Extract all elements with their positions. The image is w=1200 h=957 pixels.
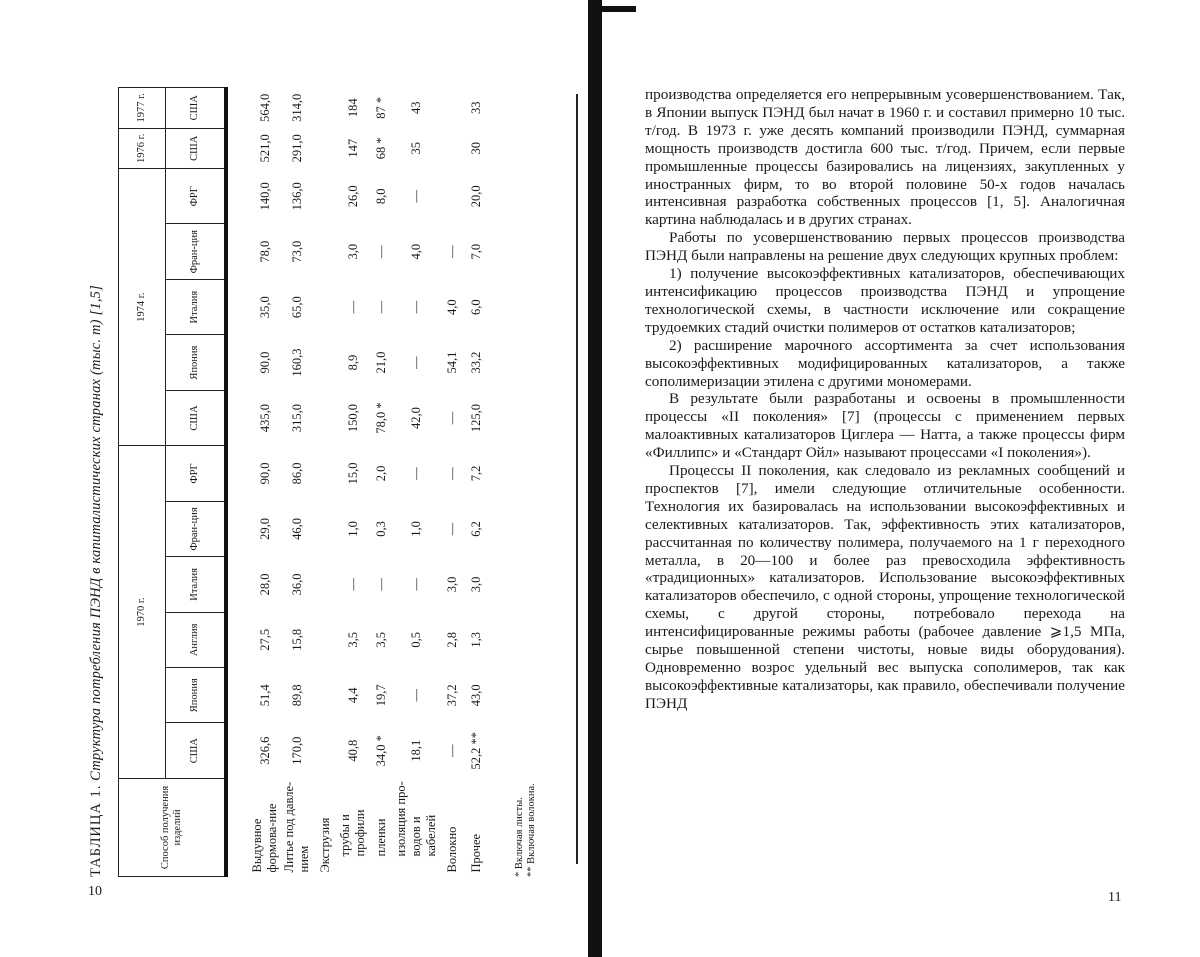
table-cell: 2,0: [373, 465, 388, 482]
table-cell: 37,2: [444, 684, 459, 707]
table-cell: 54,1: [444, 351, 459, 374]
table-cell: [313, 335, 337, 390]
table-cell: 19,7: [373, 684, 388, 707]
row-label: Прочее: [468, 833, 483, 873]
table-cell: —: [409, 190, 423, 203]
table-cell: 7,2: [468, 465, 483, 482]
table-cell: 564,0: [226, 88, 281, 129]
table-cell: 435,0: [226, 390, 281, 445]
page-number-right: 11: [1108, 890, 1122, 905]
table-cell: 89,8: [289, 684, 304, 707]
header-country: Италия: [166, 279, 227, 334]
row-label: Литье под давле-нием: [282, 781, 311, 873]
table-cell: 4,0: [444, 299, 459, 315]
table-cell: 125,0: [468, 403, 483, 433]
table-cell: 51,4: [226, 668, 281, 723]
table-row: [440, 88, 464, 877]
table-cell: 78,0 *: [373, 402, 388, 434]
table-cell: —: [409, 467, 423, 480]
table-cell: 3,0: [345, 243, 360, 260]
table-cell: [313, 224, 337, 279]
row-label: пленки: [373, 818, 388, 857]
table-cell: 150,0: [345, 403, 360, 433]
table-cell: —: [409, 689, 423, 702]
table-cell: 315,0: [289, 403, 304, 433]
caption-label: ТАБЛИЦА 1.: [88, 784, 104, 877]
table-cell: —: [444, 744, 459, 757]
paragraph: производства определяется его непрерывным усовершенствованием. Так, в Японии выпуск ПЭНД был начат в 1960 г. и составил примерно 10 тыс. т/год. В 1973 г. уже десять компаний производили ПЭНД, суммарная мощность производств достигла 600 тыс. т/год. Причем, если первые промышленные процессы базировались на лицензиях, закупленных у иностранных фирм, то во второй половине 50-х годов началась интенсивная разработка собственных процессов [1, 5]. Аналогичная картина наблюдалась и в других странах.: [645, 86, 1125, 229]
table-row: [281, 88, 313, 877]
header-year: 1974 г.: [119, 169, 166, 446]
table-cell: 34,0 *: [373, 735, 388, 767]
table-cell: 7,0: [468, 243, 483, 260]
table-cell: —: [409, 578, 423, 591]
table-cell: 8,9: [345, 354, 360, 371]
table-cell: 15,0: [345, 462, 360, 485]
table-cell: 140,0: [226, 169, 281, 224]
table-cell: 4,4: [345, 687, 360, 704]
table-cell: 3,0: [468, 576, 483, 593]
table-cell: 2,8: [444, 632, 459, 648]
table-cell: —: [373, 578, 388, 591]
header-country: США: [166, 390, 227, 445]
table-cell: 90,0: [226, 335, 281, 390]
header-year: 1977 г.: [119, 88, 166, 129]
table-cell: 36,0: [289, 573, 304, 596]
paragraph: Работы по усовершенствованию первых процессов производства ПЭНД были направлены на решение двух следующих крупных проблем:: [645, 229, 1125, 265]
header-country: США: [166, 88, 227, 129]
table-cell: [440, 128, 464, 169]
table-cell: 6,2: [468, 521, 483, 537]
table-cell: [313, 128, 337, 169]
table-cell: [440, 169, 464, 224]
table-row: [337, 88, 369, 877]
rotated-table-block: [88, 77, 548, 877]
footnote: * Включая листы.: [514, 797, 525, 877]
table-cell: 184: [345, 98, 360, 118]
table-cell: 3,0: [444, 576, 459, 593]
table-cell: 33,2: [468, 351, 483, 374]
row-label: Волокно: [444, 826, 459, 873]
table-cell: —: [373, 245, 388, 258]
table-cell: 52,2 **: [468, 731, 483, 770]
caption-text: Структура потребления ПЭНД в капиталистических странах (тыс. т) [1,5]: [88, 285, 104, 781]
header-year: 1976 г.: [119, 128, 166, 169]
table-cell: 90,0: [226, 446, 281, 502]
table-row: [464, 88, 488, 877]
table-cell: 6,0: [468, 299, 483, 315]
table-cell: [313, 612, 337, 667]
table-row: [393, 88, 440, 877]
table-body: [226, 88, 488, 877]
table-cell: 43: [409, 101, 423, 115]
table-cell: 26,0: [345, 185, 360, 208]
table-caption: [88, 77, 105, 877]
table-notes: [514, 783, 538, 877]
table-cell: 15,8: [289, 628, 304, 651]
right-page-text: [645, 86, 1125, 713]
table-cell: [313, 390, 337, 445]
table-cell: [313, 169, 337, 224]
book-spine-top: [600, 6, 636, 12]
table-cell: —: [444, 411, 459, 425]
table-cell: 160,3: [289, 348, 304, 377]
table-cell: 68 *: [373, 137, 388, 160]
table-cell: 1,0: [409, 521, 423, 537]
table-cell: 291,0: [289, 134, 304, 163]
table-cell: [313, 501, 337, 556]
table-cell: —: [345, 300, 360, 314]
table-cell: [313, 723, 337, 778]
table-cell: —: [373, 300, 388, 314]
table-cell: 1,0: [345, 521, 360, 537]
table-cell: 314,0: [289, 93, 304, 122]
table-cell: [440, 88, 464, 129]
row-label: Экструзия: [317, 817, 332, 873]
table-cell: 521,0: [226, 128, 281, 169]
table-cell: —: [409, 356, 423, 369]
table-cell: 86,0: [289, 462, 304, 485]
paragraph: В результате были разработаны и освоены в промышленности процессы «II поколения» [7] (процессы с применением первых малоактивных катализаторов Циглера — Натта, а также процессы фирм «Филлипс» и «Стандарт Ойл» называют процессами «I поколения»).: [645, 390, 1125, 462]
table-cell: —: [444, 522, 459, 536]
table-cell: 18,1: [409, 739, 423, 762]
table-row: [313, 88, 337, 877]
row-label: трубы и профили: [338, 809, 367, 857]
table-cell: 33: [468, 101, 483, 115]
table-cell: 326,6: [226, 723, 281, 778]
header-country: Италия: [166, 557, 227, 612]
table-cell: 78,0: [226, 224, 281, 279]
table-cell: 43,0: [468, 684, 483, 707]
table-row: [226, 88, 281, 877]
table-cell: 21,0: [373, 351, 388, 374]
table-cell: 35,0: [226, 279, 281, 334]
table-cell: 65,0: [289, 296, 304, 319]
header-country: ФРГ: [166, 446, 227, 502]
header-country: США: [166, 723, 227, 778]
row-label: Выдувное формова-ние: [226, 778, 281, 876]
header-country: Япония: [166, 668, 227, 723]
table-cell: 35: [409, 142, 423, 155]
header-country: Фран-ция: [166, 501, 227, 556]
row-label: изоляция про-водов и кабелей: [394, 781, 438, 857]
table-cell: 87 *: [373, 96, 388, 119]
table-cell: 3,5: [345, 632, 360, 648]
table-cell: —: [345, 578, 360, 591]
book-spine: [588, 0, 602, 957]
table-cell: 147: [345, 138, 360, 158]
table-cell: 30: [468, 142, 483, 155]
header-year: 1970 г.: [119, 446, 166, 779]
header-country: США: [166, 128, 227, 169]
paragraph: Процессы II поколения, как следовало из рекламных сообщений и проспектов [7], имели следующие отличительные особенности. Технология их базировалась на использовании высокоэффективных и селективных катализаторов. Так, эффективность этих катализаторов, рассчитанная по количеству полимера, получаемого на 1 г переходного металла, в 20—100 и более раз превосходила эффективность «традиционных» катализаторов. Использование высокоэффективных катализаторов обеспечило, с одной стороны, упрощение технологической схемы, с другой стороны, потребовало перехода на интенсифицированные режимы работы (рабочее давление ⩾1,5 МПа, сырье повышенной степени чистоты, новые виды оборудования). Одновременно возрос удельный вес выпуска сополимеров, так как высокоэффективные катализаторы, как правило, обеспечивали получение ПЭНД: [645, 462, 1125, 712]
table-cell: 1,3: [468, 632, 483, 648]
footnote: ** Включая волокна.: [526, 783, 538, 877]
table-cell: [313, 279, 337, 334]
table-cell: [313, 88, 337, 129]
table-cell: 42,0: [409, 407, 423, 429]
header-method: Способ получения изделий: [119, 778, 227, 876]
table-cell: 46,0: [289, 518, 304, 540]
paragraph: 1) получение высокоэффективных катализаторов, обеспечивающих интенсификацию процессов производства ПЭНД и упрощение технологической схемы, в частности исключение или сокращение трудоемких стадий очистки полимеров от остатков катализаторов;: [645, 265, 1125, 336]
table-row: [369, 88, 393, 877]
header-country: Фран-ция: [166, 224, 227, 279]
page-number-left: 10: [88, 884, 102, 899]
table-cell: [313, 557, 337, 612]
table-cell: 0,3: [373, 521, 388, 537]
left-page: [0, 0, 588, 957]
table-cell: 73,0: [289, 240, 304, 263]
table-cell: 4,0: [409, 243, 423, 260]
table-cell: 8,0: [373, 188, 388, 205]
table-border-line: [576, 94, 578, 864]
table-cell: 170,0: [289, 736, 304, 765]
table-cell: —: [444, 245, 459, 258]
table-cell: —: [444, 467, 459, 480]
table-cell: 20,0: [468, 185, 483, 208]
table-cell: 29,0: [226, 501, 281, 556]
table-cell: 40,8: [345, 739, 360, 762]
table-cell: 136,0: [289, 182, 304, 211]
header-country: Англия: [166, 612, 227, 667]
header-country: ФРГ: [166, 169, 227, 224]
header-country: Япония: [166, 335, 227, 390]
table-cell: —: [409, 300, 423, 314]
table-cell: 28,0: [226, 557, 281, 612]
table-cell: 0,5: [409, 632, 423, 648]
table-cell: 27,5: [226, 612, 281, 667]
table-cell: 3,5: [373, 632, 388, 648]
table-cell: [313, 446, 337, 502]
table-cell: [313, 668, 337, 723]
consumption-table: [118, 87, 488, 877]
paragraph: 2) расширение марочного ассортимента за счет использования высокоэффективных модифицированных катализаторов, а также сополимеризации этилена с другими мономерами.: [645, 336, 1125, 390]
